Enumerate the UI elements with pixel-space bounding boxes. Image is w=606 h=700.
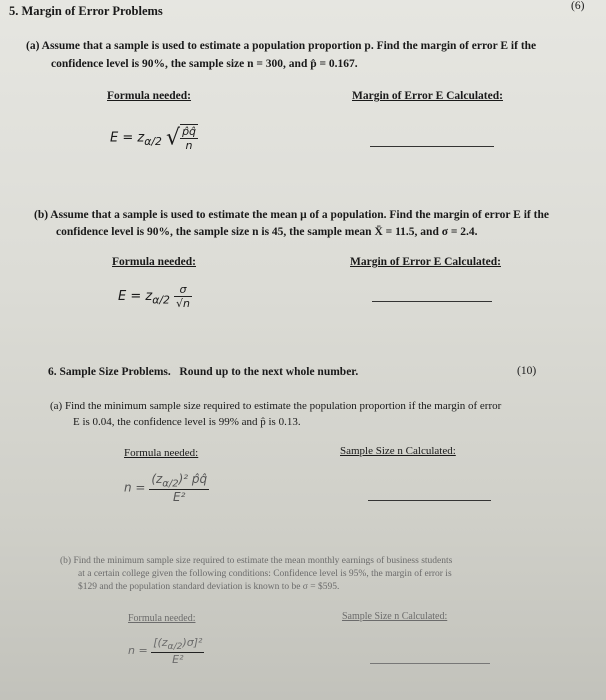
q5-title: 5. Margin of Error Problems bbox=[9, 4, 163, 18]
q6b-formula-num-wrap bbox=[151, 636, 204, 653]
q5b-formula-num: σ bbox=[174, 283, 192, 297]
q5a-answer-blank[interactable] bbox=[370, 146, 494, 147]
q6b-answer-blank[interactable] bbox=[370, 663, 490, 664]
q5a-formula-label: Formula needed: bbox=[107, 90, 192, 102]
q5a-text-line2: confidence level is 90%, the sample size n = 300, and p̂ = 0.167. bbox=[51, 58, 358, 70]
q5a-answer-label: Margin of Error E Calculated: bbox=[352, 90, 503, 102]
q6-points: (10) bbox=[517, 365, 537, 377]
q5a-formula-sub: α/2 bbox=[144, 135, 162, 149]
q6b-answer-label: Sample Size n Calculated: bbox=[342, 611, 448, 622]
sqrt-icon: √ bbox=[166, 125, 181, 151]
q5b-formula-lhs: E = z bbox=[118, 289, 153, 304]
q5b-formula bbox=[118, 283, 192, 310]
q5b-formula-den: √n bbox=[176, 297, 191, 310]
q6b-text-line1: (b) Find the minimum sample size required to estimate the mean monthly earnings of business students bbox=[60, 556, 453, 566]
q6-instruction: Round up to the next whole number. bbox=[179, 366, 359, 378]
q6a-formula-num-wrap bbox=[149, 472, 209, 490]
q5-points: (6) bbox=[571, 0, 585, 12]
q6a-formula-den: E² bbox=[173, 490, 186, 505]
q6a-formula bbox=[124, 472, 209, 504]
q5b-text-line1: (b) Assume that a sample is used to estimate the mean μ of a population. Find the margin of error E if the bbox=[34, 209, 549, 221]
q6b-formula-sub: α/2 bbox=[167, 641, 183, 653]
q6b-text-line2: at a certain college given the following conditions: Confidence level is 95%, the margin of error is bbox=[78, 569, 452, 579]
q6b-formula-label: Formula needed: bbox=[128, 613, 196, 624]
q5a-formula bbox=[110, 124, 198, 152]
q6-header bbox=[48, 366, 358, 378]
q5b-formula-label: Formula needed: bbox=[112, 256, 197, 268]
q5a-text-line1: (a) Assume that a sample is used to estimate a population proportion p. Find the margin of error E if the bbox=[26, 40, 537, 52]
q6a-formula-fraction bbox=[149, 472, 209, 504]
q6a-answer-blank[interactable] bbox=[368, 500, 491, 501]
q6a-text-line2: E is 0.04, the confidence level is 99% and p̂ is 0.13. bbox=[73, 416, 301, 428]
q6a-formula-label: Formula needed: bbox=[124, 447, 199, 459]
q5a-formula-num: p̂q̂ bbox=[182, 125, 197, 138]
q5a-formula-fraction bbox=[180, 124, 198, 152]
q6b-formula bbox=[128, 636, 204, 666]
q6a-formula-num: (z bbox=[151, 472, 163, 486]
q5b-answer-label: Margin of Error E Calculated: bbox=[350, 256, 501, 268]
q6b-formula-den: E² bbox=[172, 653, 184, 667]
q6b-formula-lhs: n = bbox=[128, 644, 148, 658]
q6-title: 6. Sample Size Problems. bbox=[48, 366, 171, 378]
q6b-formula-num-tail: )σ]² bbox=[182, 636, 203, 649]
q6a-answer-label: Sample Size n Calculated: bbox=[340, 445, 456, 457]
q5a-formula-lhs: E = z bbox=[110, 130, 145, 146]
q6b-formula-fraction bbox=[151, 636, 204, 666]
q6b-formula-num: [(z bbox=[153, 636, 168, 649]
q5a-formula-den: n bbox=[185, 139, 193, 152]
q5b-text-line2: confidence level is 90%, the sample size n is 45, the sample mean X̄ = 11.5, and σ = 2.4. bbox=[56, 226, 478, 238]
q6a-formula-lhs: n = bbox=[124, 480, 146, 495]
q5b-formula-fraction bbox=[174, 283, 192, 310]
q5b-answer-blank[interactable] bbox=[372, 301, 492, 302]
q6b-text-line3: $129 and the population standard deviation is known to be σ = $595. bbox=[78, 582, 340, 592]
q6a-formula-sub: α/2 bbox=[162, 478, 179, 490]
q5b-formula-sub: α/2 bbox=[152, 293, 170, 307]
q6a-text-line1: (a) Find the minimum sample size required to estimate the population proportion if the margin of error bbox=[50, 400, 502, 412]
q6a-formula-num-tail: )² p̂q̂ bbox=[178, 472, 208, 486]
